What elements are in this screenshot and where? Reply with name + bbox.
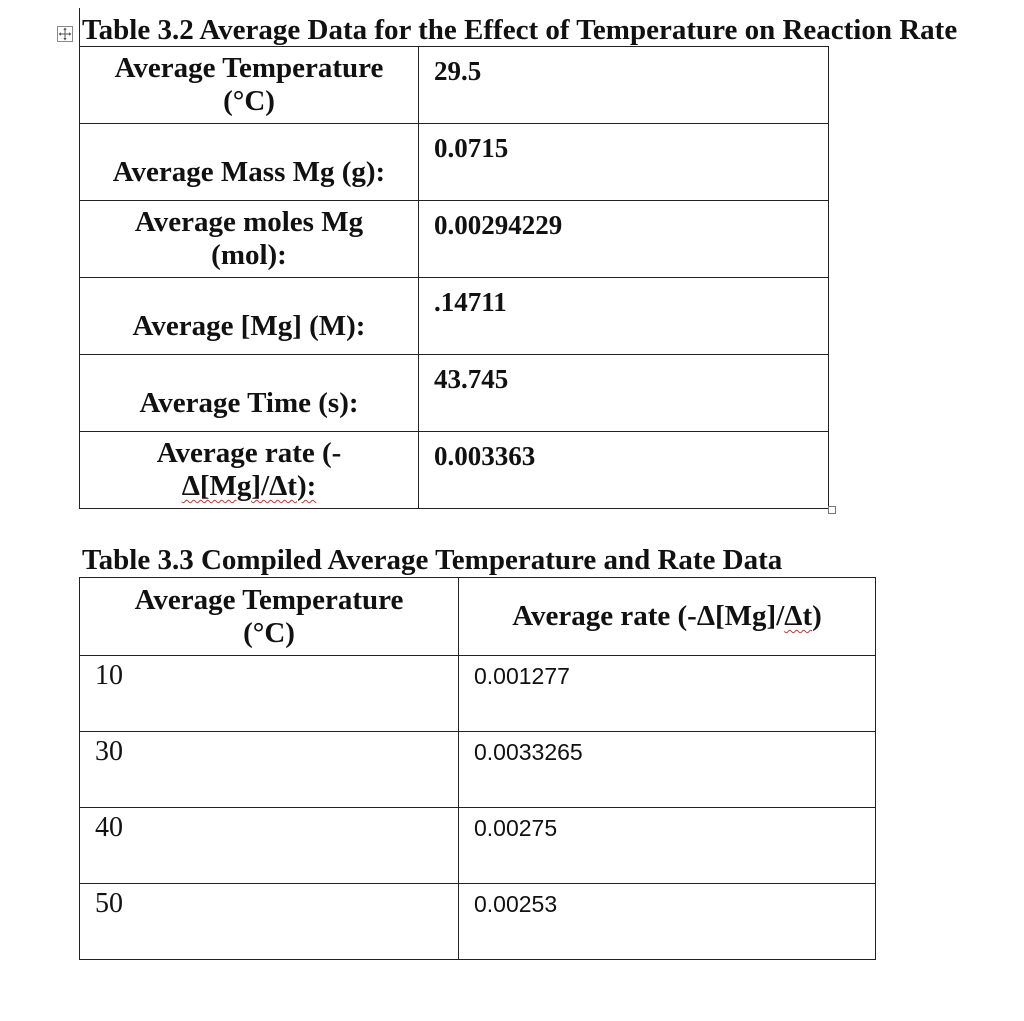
header-average-temperature <box>80 578 459 656</box>
label-line: Average Temperature <box>114 52 384 84</box>
header-text: Average rate (-Δ[Mg]/ <box>512 600 785 632</box>
label-line: (°C) <box>223 85 275 117</box>
row-label-average-rate <box>80 432 419 509</box>
value-average-time: 43.745 <box>419 355 829 432</box>
temperature-cell: 40 <box>80 808 459 884</box>
row-label-average-moles <box>80 201 419 278</box>
value-average-moles: 0.00294229 <box>419 201 829 278</box>
table-row <box>80 355 829 432</box>
table-resize-handle[interactable] <box>828 506 836 514</box>
move-arrows-icon <box>58 27 72 41</box>
rate-cell: 0.00275 <box>459 808 876 884</box>
header-text: ) <box>812 600 822 632</box>
header-text-marked: Δt <box>784 600 813 632</box>
table-row <box>80 201 829 278</box>
table-row <box>80 278 829 355</box>
header-line: (°C) <box>243 616 295 649</box>
value-average-rate: 0.003363 <box>419 432 829 509</box>
label-line: (mol): <box>211 239 287 271</box>
label-line: Average Time (s): <box>139 386 359 419</box>
header-line: Average Temperature <box>134 583 404 616</box>
temperature-cell: 30 <box>80 732 459 808</box>
rate-cell: 0.00253 <box>459 884 876 960</box>
temperature-cell: 50 <box>80 884 459 960</box>
row-label-average-mass <box>80 124 419 201</box>
rate-cell: 0.001277 <box>459 656 876 732</box>
text-cursor-line <box>79 8 80 48</box>
label-line: Average Mass Mg (g): <box>112 155 386 188</box>
table-move-handle[interactable] <box>57 26 73 42</box>
table-header-row <box>80 578 876 656</box>
table-row <box>80 124 829 201</box>
value-average-mass: 0.0715 <box>419 124 829 201</box>
table-3-2-caption: Table 3.2 Average Data for the Effect of Temperature on Reaction Rate <box>82 14 958 46</box>
value-average-concentration: .14711 <box>419 278 829 355</box>
row-label-average-concentration <box>80 278 419 355</box>
label-line: Δ[Mg]/Δt): <box>181 470 317 502</box>
temperature-cell: 10 <box>80 656 459 732</box>
label-line: Average [Mg] (M): <box>132 309 366 342</box>
label-line: Average moles Mg <box>134 206 364 238</box>
header-average-rate <box>459 578 876 656</box>
row-label-average-temperature <box>80 47 419 124</box>
table-row <box>80 432 829 509</box>
value-average-temperature: 29.5 <box>419 47 829 124</box>
table-3-3-caption: Table 3.3 Compiled Average Temperature and Rate Data <box>82 544 783 576</box>
table-3-2 <box>79 46 829 509</box>
table-row <box>80 47 829 124</box>
table-row <box>80 884 876 960</box>
rate-cell: 0.0033265 <box>459 732 876 808</box>
label-line: Average rate (- <box>156 437 342 469</box>
table-3-3 <box>79 577 876 960</box>
row-label-average-time <box>80 355 419 432</box>
table-row <box>80 732 876 808</box>
table-row <box>80 656 876 732</box>
table-row <box>80 808 876 884</box>
